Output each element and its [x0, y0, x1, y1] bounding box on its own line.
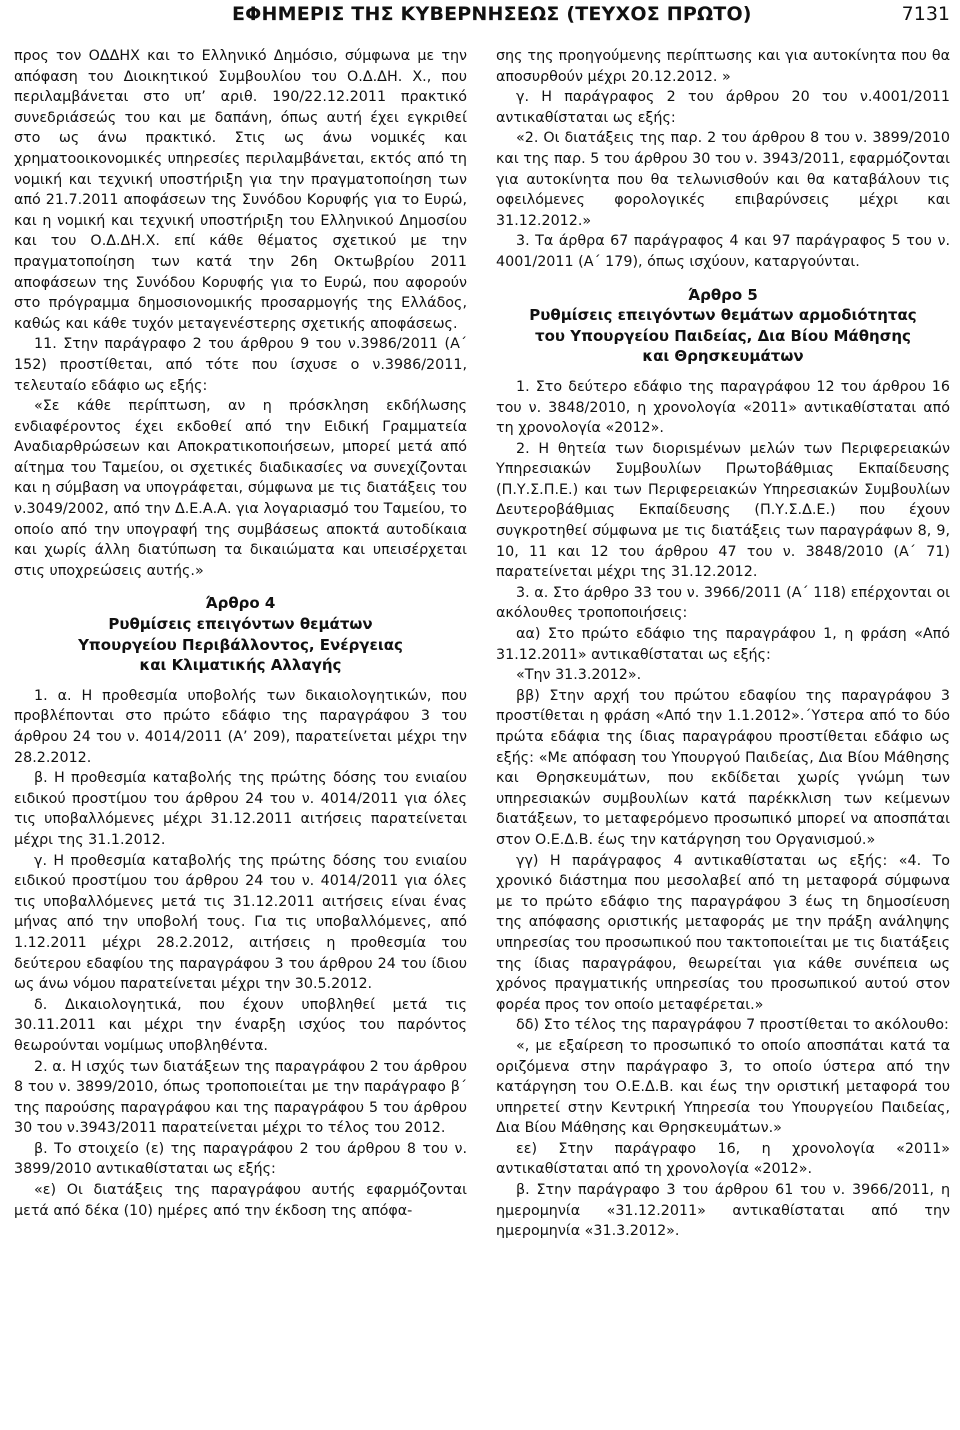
paragraph: 2. α. Η ισχύς των διατάξεων της παραγράφου 2 του άρθρου 8 του ν. 3899/2010, όπως τροποποιείται με την παράγραφο β΄ της παρούσης παραγράφου και της παραγράφου 5 του άρθρου 30 του ν.3943/2011 παρατείνεται μέχρι το τέλος του 2012. [14, 1058, 467, 1137]
article-title-line: και Κλιματικής Αλλαγής [139, 656, 342, 675]
paragraph: προς τον ΟΔΔΗΧ και το Ελληνικό Δημόσιο, σύμφωνα με την απόφαση του Διοικητικού Συμβουλίου του Ο.Δ.ΔΗ. Χ., που περιλαμβάνεται στο υπ’ αριθ. 190/22.12.2011 πρακτικό συνεδριάσεώς του και με δαπάνη, όπως αυτή έχει εγκριθεί στο ως άνω πρακτικό. Στις ως άνω νομικές και χρηματοοικονομικές υπηρεσίες περιλαμβάνεται, εκτός από τη νομική και τεχνική υποστήριξη για την πραγματοποίηση των από 21.7.2011 αποφάσεων της Συνόδου Κορυφής για το Ευρώ, και η νομική και τεχνική υποστήριξη του Ελληνικού Δημοσίου και του Ο.Δ.ΔΗ.Χ. επί κάθε θέματος σχετικού με την πραγματοποίηση των κατά την 26η Οκτωβρίου 2011 αποφάσεων της Συνόδου Κορυφής για το Ευρώ, που αφορούν στο πρόγραμμα δημοσιονομικής προσαρμογής της Ελλάδος, καθώς και κάθε τυχόν μεταγενέστερης σχετικής αποφάσεως. [14, 48, 467, 332]
paragraph: σης της προηγούμενης περίπτωσης και για αυτοκίνητα που θα αποσυρθούν μέχρι 20.12.2012. » [496, 48, 950, 85]
page-header [0, 0, 960, 40]
page-number: 7131 [901, 3, 950, 25]
gazette-title: ΕΦΗΜΕΡΙΣ ΤΗΣ ΚΥΒΕΡΝΗΣΕΩΣ (ΤΕΥΧΟΣ ΠΡΩΤΟ) [232, 3, 752, 25]
paragraph: γ. Η προθεσμία καταβολής της πρώτης δόσης του ενιαίου ειδικού προστίμου του άρθρου 24 του ν. 4014/2011 για όλες τις υποβαλλόμενες μετά τις 31.12.2011 αιτήσεις είναι ένας μήνας από την υποβολή τους. Για τις υποβαλλόμενες, από 1.12.2011 μέχρι 28.2.2012, αιτήσεις η προθεσμία του δεύτερου εδαφίου της παραγράφου 3 του άρθρου 24 του ίδιου ως άνω νόμου παρατείνεται μέχρι την 30.5.2012. [14, 852, 467, 993]
right-column [496, 46, 950, 1242]
paragraph: εε) Στην παράγραφο 16, η χρονολογία «2011» αντικαθίσταται από τη χρονολογία «2012». [496, 1140, 950, 1178]
paragraph: ββ) Στην αρχή του πρώτου εδαφίου της παραγράφου 3 προστίθεται η φράση «Από την 1.1.2012».΄Υστερα από το δύο πρώτα εδάφια της ίδιας παραγράφου προστίθεται εδάφιο ως εξής: «Με απόφαση του Υπουργού Παιδείας, Δια Βίου Μάθησης και Θρησκευμάτων, που εκδίδεται χωρίς γνώμη των υπηρεσιακών συμβουλίων κατά παρέκκλιση των κείμενων διατάξεων, το μεταφερόμενο προσωπικό μπορεί να αποσπάται στον Ο.Ε.Δ.Β. έως την κατάργηση του Οργανισμού.» [496, 687, 950, 848]
paragraph: «2. Οι διατάξεις της παρ. 2 του άρθρου 8 του ν. 3899/2010 και της παρ. 5 του άρθρου 30 του ν. 3943/2011, εφαρμόζονται για αυτοκίνητα που θα τελωνισθούν και θα καταβάλουν τις οφειλόμενες φορολογικές επιβαρύνσεις μέχρι και 31.12.2012.» [496, 130, 950, 229]
paragraph: «, με εξαίρεση το προσωπικό το οποίο αποσπάται κατά τα οριζόμενα στην παράγραφο 3, το οποίο ύστερα από την κατάργηση του Ο.Ε.Δ.Β. και έως την οριστική μεταφορά του υπηρετεί στην Κεντρική Υπηρεσία του Υπουργείου Παιδείας, Δια Βίου Μάθησης και Θρησκευμάτων.» [496, 1037, 950, 1137]
article-title-line: του Υπουργείου Παιδείας, Δια Βίου Μάθησης [535, 326, 911, 345]
article-title-line: Ρυθμίσεις επειγόντων θεμάτων αρμοδιότητας [529, 306, 917, 325]
article-title-line: Υπουργείου Περιβάλλοντος, Ενέργειας [78, 635, 403, 654]
paragraph: β. Στην παράγραφο 3 του άρθρου 61 του ν. 3966/2011, η ημερομηνία «31.12.2011» αντικαθίσταται από την ημερομηνία «31.3.2012». [496, 1182, 950, 1240]
paragraph: «Σε κάθε περίπτωση, αν η πρόσκληση εκδήλωσης ενδιαφέροντος έχει εκδοθεί από την Ειδική Γραμματεία Αναδιαρθρώσεων και Αποκρατικοποιήσεων, μπορεί μετά από αίτημα του Ταμείου, οι σχετικές διαδικασίες να συνεχίζονται και η σύμβαση να υπογράφεται, σύμφωνα με τις διατάξεις του ν.3049/2002, από την Δ.Ε.Α.Α. για λογαριασμό του Ταμείου, το οποίο από την υπογραφή της συμβάσεως αποκτά αυτοδίκαια και χωρίς άλλη διατύπωση τα δικαιώματα και υπεισέρχεται στις υποχρεώσεις αυτής.» [14, 398, 467, 579]
paragraph: δδ) Στο τέλος της παραγράφου 7 προστίθεται το ακόλουθο: [516, 1017, 949, 1034]
article-heading [14, 593, 467, 675]
paragraph: «ε) Οι διατάξεις της παραγράφου αυτής εφαρμόζονται μετά από δέκα (10) ημέρες από την έκδοση της απόφα- [14, 1182, 467, 1219]
article-title-line: και Θρησκευμάτων [642, 347, 804, 366]
article-title-line: Ρυθμίσεις επειγόντων θεμάτων [108, 615, 373, 634]
left-column [14, 46, 467, 1221]
paragraph: δ. Δικαιολογητικά, που έχουν υποβληθεί μετά τις 30.11.2011 και μέχρι την έναρξη ισχύος του παρόντος θεωρούνται νομίμως υποβληθέντα. [14, 996, 467, 1054]
paragraph: γ. Η παράγραφος 2 του άρθρου 20 του ν.4001/2011 αντικαθίσταται ως εξής: [496, 89, 950, 126]
paragraph: 2. Η θητεία των διοριsμένων μελών των Περιφερειακών Υπηρεσιακών Συμβουλίων Πρωτοβάθμιας Εκπαίδευσης (Π.Υ.Σ.Π.Ε.) και των Περιφερειακών Υπηρεσιακών Συμβουλίων Δευτεροβάθμιας Εκπαίδευσης (Π.Υ.Σ.Δ.Ε.) που έχουν συγκροτηθεί σύμφωνα με τις διατάξεις των παραγράφων 8, 9, 10, 11 και 12 του άρθρου 47 του ν. 3848/2010 (Α΄ 71) παρατείνεται μέχρι της 31.12.2012. [496, 440, 950, 581]
paragraph: β. Το στοιχείο (ε) της παραγράφου 2 του άρθρου 8 του ν. 3899/2010 αντικαθίσταται ως εξής: [14, 1140, 467, 1178]
article-number: Άρθρο 4 [205, 594, 276, 613]
paragraph: β. Η προθεσμία καταβολής της πρώτης δόσης του ενιαίου ειδικού προστίμου του άρθρου 24 του ν. 4014/2011 για όλες τις υποβαλλόμενες μέχρι 31.12.2011 αιτήσεις παρατείνεται μέχρι της 31.1.2012. [14, 770, 467, 848]
paragraph: αα) Στο πρώτο εδάφιο της παραγράφου 1, η φράση «Από 31.12.2011» αντικαθίσταται ως εξής: [496, 626, 950, 663]
paragraph: 1. α. Η προθεσμία υποβολής των δικαιολογητικών, που προβλέπονται στο πρώτο εδάφιο της παραγράφου 3 του άρθρου 24 του ν. 4014/2011 (Α’ 209), παρατείνεται μέχρι την 28.2.2012. [14, 687, 467, 766]
paragraph: «Την 31.3.2012». [516, 667, 642, 684]
paragraph: 11. Στην παράγραφο 2 του άρθρου 9 του ν.3986/2011 (Α΄ 152) προστίθεται, από τότε που ίσχυσε ο ν.3986/2011, τελευταίο εδάφιο ως εξής: [14, 336, 467, 394]
paragraph: γγ) Η παράγραφος 4 αντικαθίσταται ως εξής: «4. Το χρονικό διάστημα που μεσολαβεί από τη μεταφορά σύμφωνα με το πρώτο εδάφιο της παραγράφου 3 έως τη δημοσίευση της απόφασης οριστικής μεταφοράς με την πράξη ανάληψης υπηρεσίας του προσωπικού που τακτοποιείται με τις διατάξεις της ίδιας παραγράφου, θεωρείται για κάθε συνέπεια ως χρόνος πραγματικής υπηρεσίας του προσωπικού αυτού στον φορέα προς τον οποίο μεταφέρεται.» [496, 852, 950, 1013]
article-number: Άρθρο 5 [688, 285, 758, 304]
article-heading [496, 285, 950, 367]
paragraph: 3. α. Στο άρθρο 33 του ν. 3966/2011 (Α΄ 118) επέρχονται οι ακόλουθες τροποποιήσεις: [496, 584, 950, 622]
paragraph: 1. Στο δεύτερο εδάφιο της παραγράφου 12 του άρθρου 16 του ν. 3848/2010, η χρονολογία «2011» αντικαθίσταται από τη χρονολογία «2012». [496, 378, 950, 437]
paragraph: 3. Τα άρθρα 67 παράγραφος 4 και 97 παράγραφος 5 του ν. 4001/2011 (Α΄ 179), όπως ισχύουν, καταργούνται. [496, 233, 950, 270]
